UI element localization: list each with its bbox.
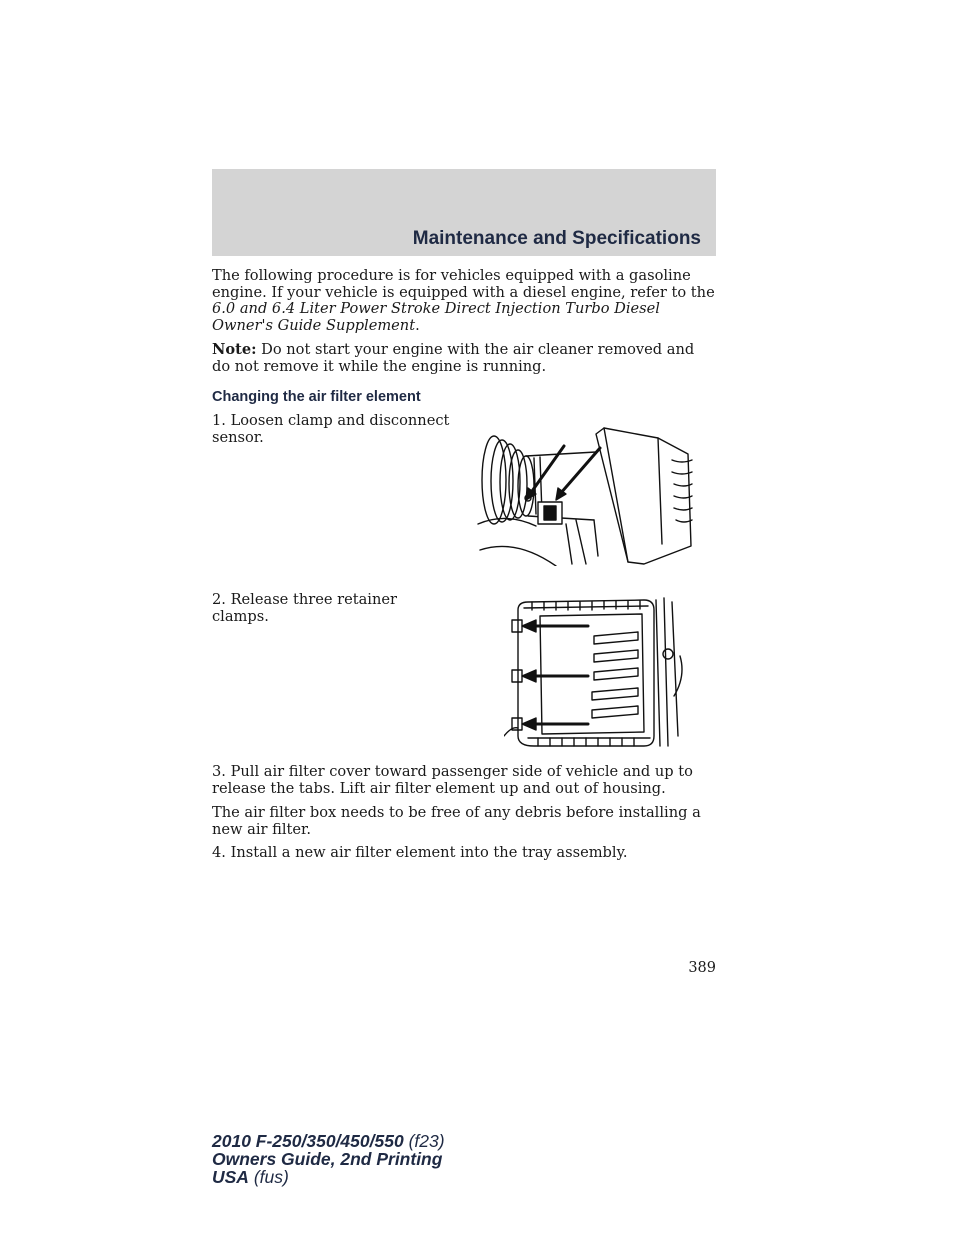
intro-end: .	[415, 316, 420, 334]
footer-line-market	[212, 1168, 445, 1186]
step-4: 4. Install a new air filter element into the tray assembly.	[212, 844, 628, 861]
retainer-clamps-illustration	[504, 596, 686, 750]
step-2: 2. Release three retainer clamps.	[212, 591, 397, 625]
footer-market-code: (fus)	[248, 1167, 289, 1187]
step-3: 3. Pull air filter cover toward passenger side of vehicle and up to release the tabs. Lift air filter element up and out of housing.	[212, 763, 693, 797]
header-band	[212, 169, 716, 256]
footer	[212, 1132, 445, 1186]
note-label: Note:	[212, 341, 257, 358]
clamp-sensor-illustration	[476, 424, 708, 566]
footer-line-model	[212, 1132, 445, 1150]
note-paragraph	[212, 342, 716, 375]
footer-model: 2010 F-250/350/450/550	[212, 1131, 404, 1151]
step-1: 1. Loosen clamp and disconnect sensor.	[212, 412, 450, 446]
intro-paragraph	[212, 268, 716, 334]
note-text: Do not start your engine with the air cleaner removed and do not remove it while the engine is running.	[212, 341, 695, 375]
page-title: Maintenance and Specifications	[412, 228, 701, 249]
footer-edition: Owners Guide, 2nd Printing	[212, 1149, 443, 1169]
reference-title: 6.0 and 6.4 Liter Power Stroke Direct Injection Turbo Diesel Owner's Guide Supplement	[212, 300, 660, 334]
page-number: 389	[688, 960, 716, 976]
debris-note: The air filter box needs to be free of any debris before installing a new air filter.	[212, 804, 701, 838]
footer-market: USA	[212, 1167, 249, 1187]
intro-text: The following procedure is for vehicles equipped with a gasoline engine. If your vehicle is equipped with a diesel engine, refer to the	[212, 267, 715, 301]
section-heading: Changing the air filter element	[212, 389, 421, 405]
footer-model-code: (f23)	[403, 1131, 445, 1151]
